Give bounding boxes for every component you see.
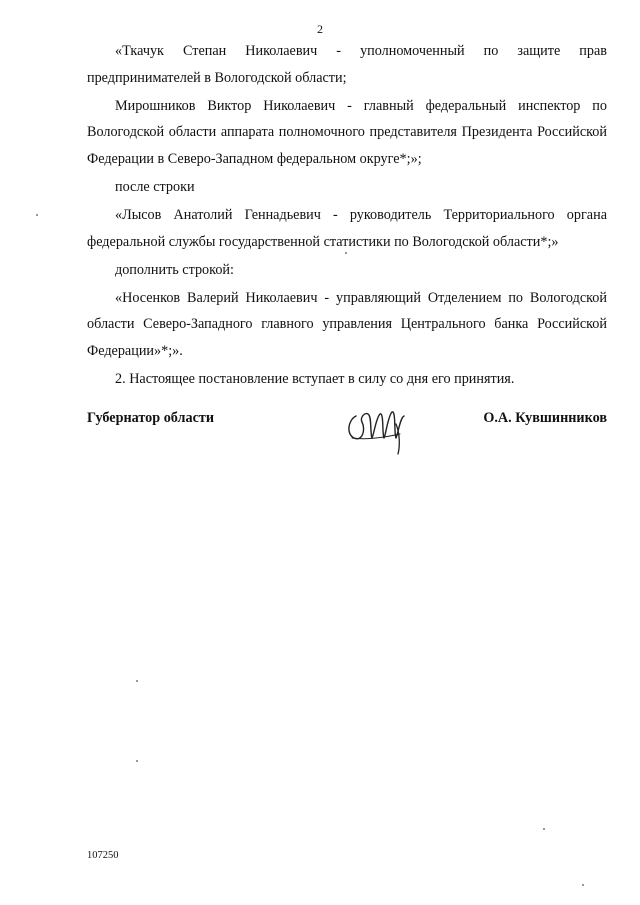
page-number: 2 (317, 22, 323, 36)
paragraph-effective-date: 2. Настоящее постановление вступает в силу со дня его принятия. (115, 371, 515, 388)
scan-speck (582, 884, 584, 886)
document-code: 107250 (87, 850, 119, 861)
scan-speck (36, 214, 38, 216)
handwritten-signature (342, 394, 412, 458)
signatory-position: Губернатор области (87, 410, 215, 426)
paragraph-miroshnikov: Мирошников Виктор Николаевич - главный федеральный инспектор по Вологодской области аппарата полномочного представителя Президента Российской Федерации в Северо-Западном федеральном округе*;»; (87, 97, 607, 167)
scan-speck (543, 828, 545, 830)
paragraph-lysov: «Лысов Анатолий Геннадьевич - руководитель Территориального органа федеральной службы государственной статистики по Вологодской области*;» (87, 207, 607, 250)
signatory-name: О.А. Кувшинников (483, 410, 607, 426)
paragraph-tkachuk: «Ткачук Степан Николаевич - уполномоченный по защите прав предпринимателей в Вологодской области; (87, 43, 607, 86)
paragraph-add-line: дополнить строкой: (115, 261, 234, 278)
signature-block (87, 410, 607, 440)
scan-speck (136, 680, 138, 682)
paragraph-nosenkov: «Носенков Валерий Николаевич - управляющий Отделением по Вологодской области Северо-Западного главного управления Центрального банка Российской Федерации»*;». (87, 289, 607, 360)
scan-speck (345, 252, 347, 254)
paragraph-after-line: после строки (115, 178, 195, 195)
document-body (87, 38, 607, 393)
scan-speck (136, 760, 138, 762)
